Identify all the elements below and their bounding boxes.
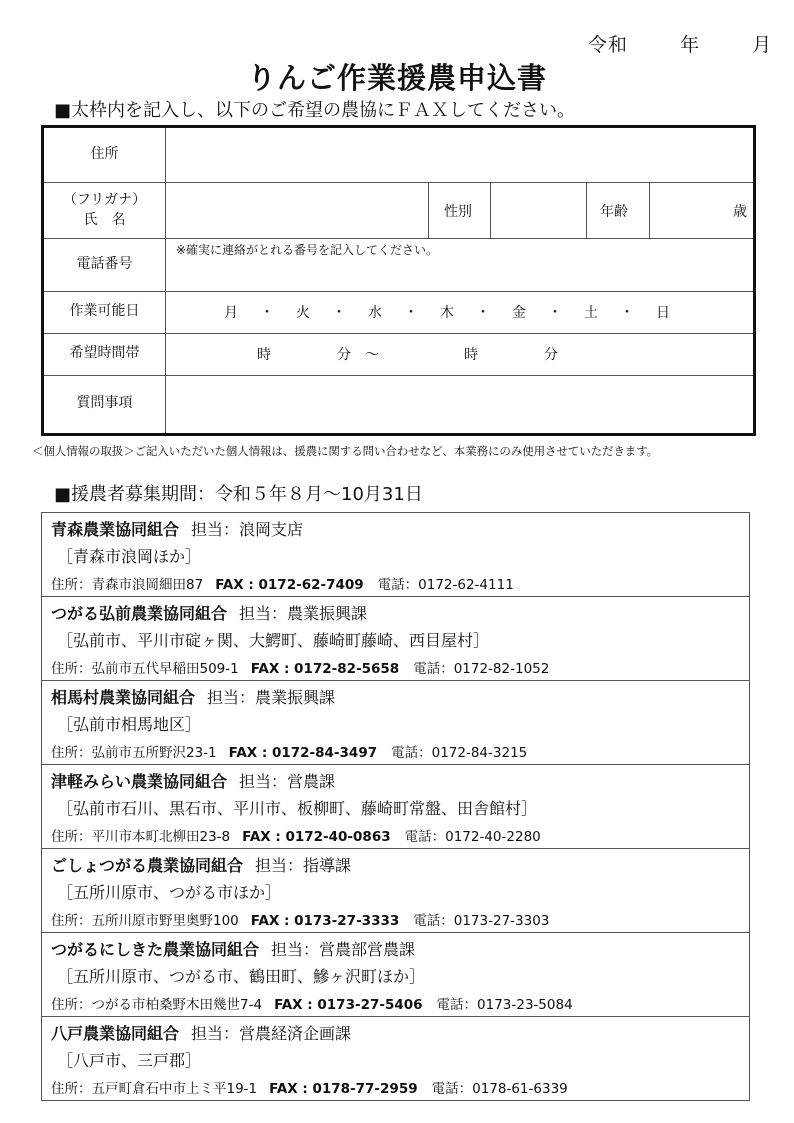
coop-tel: 電話：0172-62-4111 — [377, 577, 514, 593]
time-hour-start: 時 — [257, 347, 271, 363]
separator: ・ — [476, 305, 490, 321]
name-label: 氏 名 — [83, 212, 126, 228]
month-unit: 月 — [752, 34, 773, 56]
separator: ・ — [620, 305, 634, 321]
coop-tel: 電話：0173-23-5084 — [436, 997, 573, 1013]
coop-area: ［弘前市石川、黒石市、平川市、板柳町、藤崎町常盤、田舎館村］ — [57, 799, 538, 818]
instruction-text: ■太枠内を記入し、以下のご希望の農協にＦＡＸしてください。 — [54, 100, 576, 121]
coop-item — [42, 849, 749, 933]
question-field[interactable] — [166, 376, 753, 433]
furigana-label: （フリガナ） — [62, 192, 147, 208]
coop-item — [42, 933, 749, 1017]
coop-contact: 担当：営農課 — [239, 772, 336, 791]
coop-address: 住所：平川市本町北柳田23-8 — [51, 829, 231, 845]
separator: ・ — [404, 305, 418, 321]
day-fri[interactable]: 金 — [512, 305, 526, 321]
coop-fax: FAX : 0172-40-0863 — [242, 829, 391, 845]
coop-list — [41, 512, 750, 1101]
coop-address: 住所：つがる市柏桑野木田幾世7-4 — [51, 997, 263, 1013]
day-mon[interactable]: 月 — [224, 305, 238, 321]
coop-area: ［弘前市相馬地区］ — [57, 715, 202, 734]
coop-name: つがる弘前農業協同組合 — [51, 604, 228, 623]
separator: ・ — [548, 305, 562, 321]
coop-contact: 担当：農業振興課 — [207, 688, 336, 707]
coop-area: ［青森市浪岡ほか］ — [57, 547, 202, 566]
coop-name: つがるにしきた農業協同組合 — [51, 940, 260, 959]
page-title: りんご作業援農申込書 — [246, 61, 547, 95]
time-min-start: 分 ～ — [337, 347, 379, 363]
address-label: 住所 — [90, 146, 119, 162]
phone-field[interactable] — [166, 258, 753, 291]
name-field[interactable] — [166, 183, 428, 238]
coop-contact: 担当：営農部営農課 — [271, 940, 416, 959]
question-label: 質問事項 — [76, 395, 133, 411]
coop-contact: 担当：農業振興課 — [239, 604, 368, 623]
coop-contact: 担当：指導課 — [255, 856, 352, 875]
gender-field[interactable] — [491, 183, 586, 238]
coop-contact: 担当：営農経済企画課 — [191, 1024, 352, 1043]
coop-item — [42, 513, 749, 597]
day-sun[interactable]: 日 — [656, 305, 670, 321]
coop-area: ［弘前市、平川市碇ヶ関、大鰐町、藤崎町藤崎、西目屋村］ — [57, 631, 490, 650]
coop-area: ［五所川原市、つがる市ほか］ — [57, 883, 282, 902]
separator: ・ — [260, 305, 274, 321]
coop-item — [42, 597, 749, 681]
coop-name: 青森農業協同組合 — [51, 520, 180, 539]
coop-fax: FAX : 0172-62-7409 — [215, 577, 364, 593]
coop-contact: 担当：浪岡支店 — [191, 520, 304, 539]
day-wed[interactable]: 水 — [368, 305, 382, 321]
time-hour-end: 時 — [464, 347, 478, 363]
coop-tel: 電話：0178-61-6339 — [431, 1081, 568, 1097]
privacy-note: ＜個人情報の取扱＞ご記入いただいた個人情報は、援農に関する問い合わせなど、本業務にのみ使用させていただきます。 — [32, 444, 659, 458]
coop-item — [42, 681, 749, 765]
time-label: 希望時間帯 — [69, 345, 140, 361]
coop-tel: 電話：0172-84-3215 — [391, 745, 528, 761]
gender-label: 性別 — [444, 204, 472, 220]
coop-address: 住所：弘前市五代早稲田509-1 — [51, 661, 239, 677]
coop-tel: 電話：0172-82-1052 — [413, 661, 550, 677]
recruitment-period: ■援農者募集期間：令和５年８月～10月31日 — [54, 484, 423, 505]
coop-area: ［八戸市、三戸郡］ — [57, 1051, 202, 1070]
time-field[interactable] — [166, 334, 753, 375]
coop-address: 住所：弘前市五所野沢23-1 — [51, 745, 217, 761]
day-sat[interactable]: 土 — [584, 305, 598, 321]
coop-fax: FAX : 0173-27-3333 — [250, 913, 400, 929]
coop-item — [42, 1017, 749, 1100]
coop-fax: FAX : 0172-84-3497 — [228, 745, 378, 761]
day-options — [224, 302, 670, 322]
coop-address: 住所：青森市浪岡細田87 — [51, 577, 204, 593]
coop-fax: FAX : 0172-82-5658 — [250, 661, 400, 677]
coop-fax: FAX : 0178-77-2959 — [269, 1081, 418, 1097]
coop-address: 住所：五戸町倉石中市上ミ平19-1 — [51, 1081, 258, 1097]
coop-name: ごしょつがる農業協同組合 — [51, 856, 244, 875]
phone-note: ※確実に連絡がとれる番号を記入してください。 — [176, 243, 439, 257]
coop-tel: 電話：0173-27-3303 — [413, 913, 550, 929]
age-label: 年齢 — [600, 204, 628, 220]
days-label: 作業可能日 — [69, 303, 140, 319]
time-min-end: 分 — [544, 347, 558, 363]
application-form — [41, 125, 756, 436]
coop-name: 相馬村農業協同組合 — [51, 688, 196, 707]
date-line — [588, 30, 772, 57]
coop-name: 津軽みらい農業協同組合 — [51, 772, 228, 791]
coop-address: 住所：五所川原市野里奥野100 — [51, 913, 239, 929]
coop-fax: FAX : 0173-27-5406 — [274, 997, 423, 1013]
coop-item — [42, 765, 749, 849]
separator: ・ — [332, 305, 346, 321]
coop-area: ［五所川原市、つがる市、鶴田町、鰺ヶ沢町ほか］ — [57, 967, 426, 986]
address-field[interactable] — [166, 128, 753, 182]
year-unit: 年 — [680, 34, 701, 56]
coop-tel: 電話：0172-40-2280 — [404, 829, 541, 845]
coop-name: 八戸農業協同組合 — [51, 1024, 180, 1043]
age-unit: 歳 — [733, 204, 747, 220]
day-tue[interactable]: 火 — [296, 305, 310, 321]
era-text: 令和 — [588, 34, 629, 56]
day-thu[interactable]: 木 — [440, 305, 454, 321]
phone-label: 電話番号 — [76, 256, 133, 272]
